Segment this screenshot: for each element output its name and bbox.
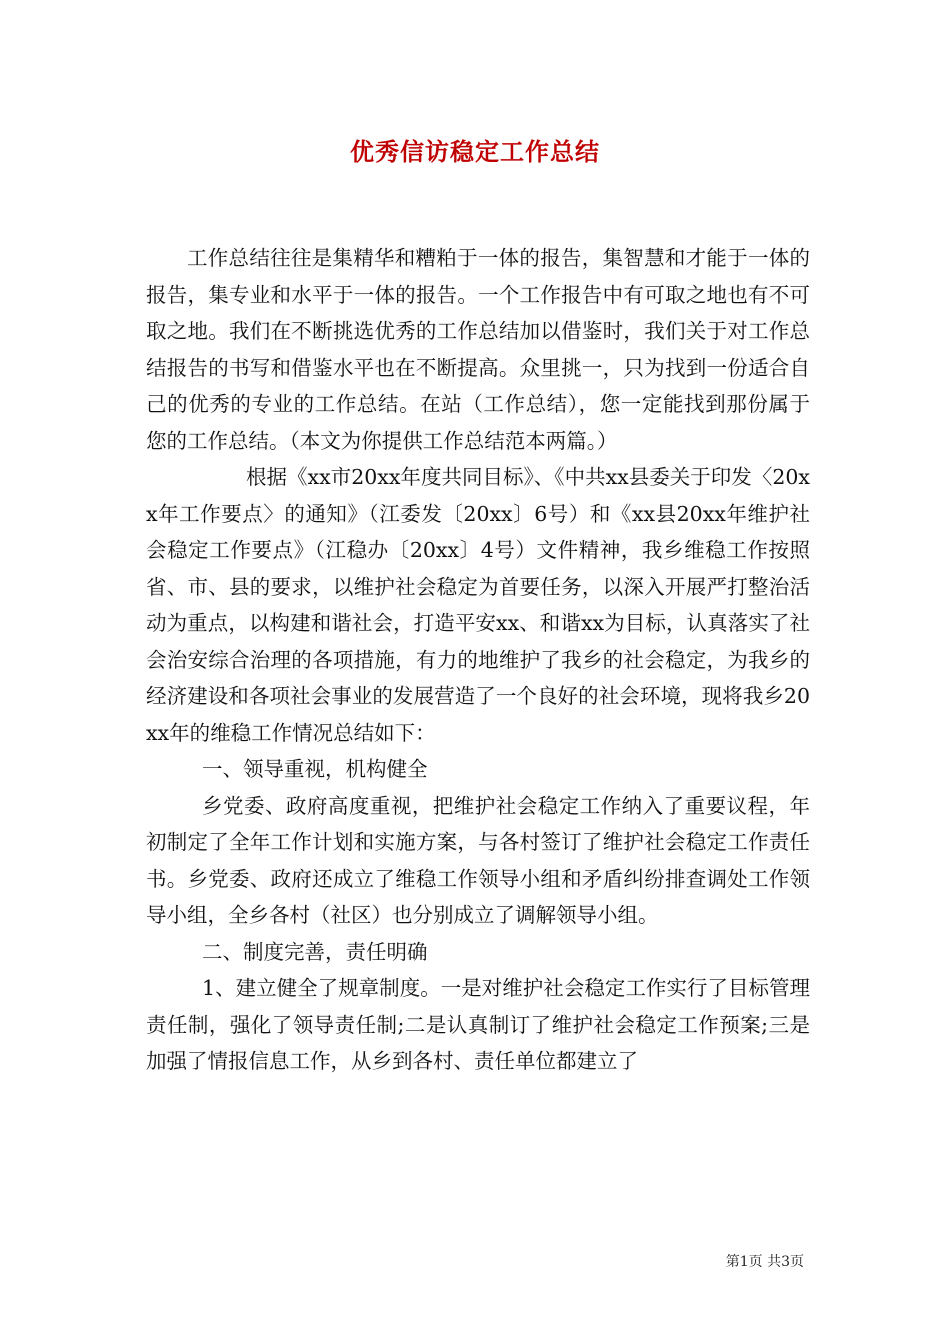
total-pages-number: 3 (781, 1254, 790, 1270)
section-heading-2: 二、制度完善，责任明确 (202, 939, 428, 964)
basis-paragraph: 根据《xx市20xx年度共同目标》、《中共xx县委关于印发〈20xx年工作要点〉的通知》（江委发〔20xx〕6号）和《xx县20xx年维护社会稳定工作要点》（江稳办〔20xx〕4号）文件精神，我乡维稳工作按照省、市、县的要求，以维护社会稳定为首要任务，以深入开展严打整治活动为重点，以构建和谐社会，打造平安xx、和谐xx为目标，认真落实了社会治安综合治理的各项措施，有力的地维护了我乡的社会稳定，为我乡的经济建设和各项社会事业的发展营造了一个良好的社会环境，现将我乡20xx年的维稳工作情况总结如下： (146, 465, 810, 745)
intro-paragraph: 工作总结往往是集精华和糟粕于一体的报告，集智慧和才能于一体的报告，集专业和水平于一体的报告。一个工作报告中有可取之地也有不可取之地。我们在不断挑选优秀的工作总结加以借鉴时，我们关于对工作总结报告的书写和借鉴水平也在不断提高。众里挑一，只为找到一份适合自己的优秀的专业的工作总结。在站（工作总结），您一定能找到那份属于您的工作总结。（本文为你提供工作总结范本两篇。） (146, 246, 810, 453)
section-heading-1: 一、领导重视，机构健全 (202, 757, 428, 781)
current-page-number: 1 (739, 1254, 749, 1270)
page-label-prefix: 第 (725, 1254, 740, 1270)
page-label-middle: 页 共 (748, 1254, 782, 1270)
document-title: 优秀信访稳定工作总结 (350, 137, 600, 166)
document-body (146, 240, 810, 1080)
section-1-paragraph: 乡党委、政府高度重视，把维护社会稳定工作纳入了重要议程，年初制定了全年工作计划和实施方案，与各村签订了维护社会稳定工作责任书。乡党委、政府还成立了维稳工作领导小组和矛盾纠纷排查调处工作领导小组，全乡各村（社区）也分别成立了调解领导小组。 (146, 793, 810, 927)
page-number-footer (726, 1251, 804, 1271)
section-2-paragraph: 1、建立健全了规章制度。一是对维护社会稳定工作实行了目标管理责任制，强化了领导责任制;二是认真制订了维护社会稳定工作预案;三是加强了情报信息工作，从乡到各村、责任单位都建立了 (146, 976, 810, 1073)
page-label-suffix: 页 (790, 1254, 804, 1270)
